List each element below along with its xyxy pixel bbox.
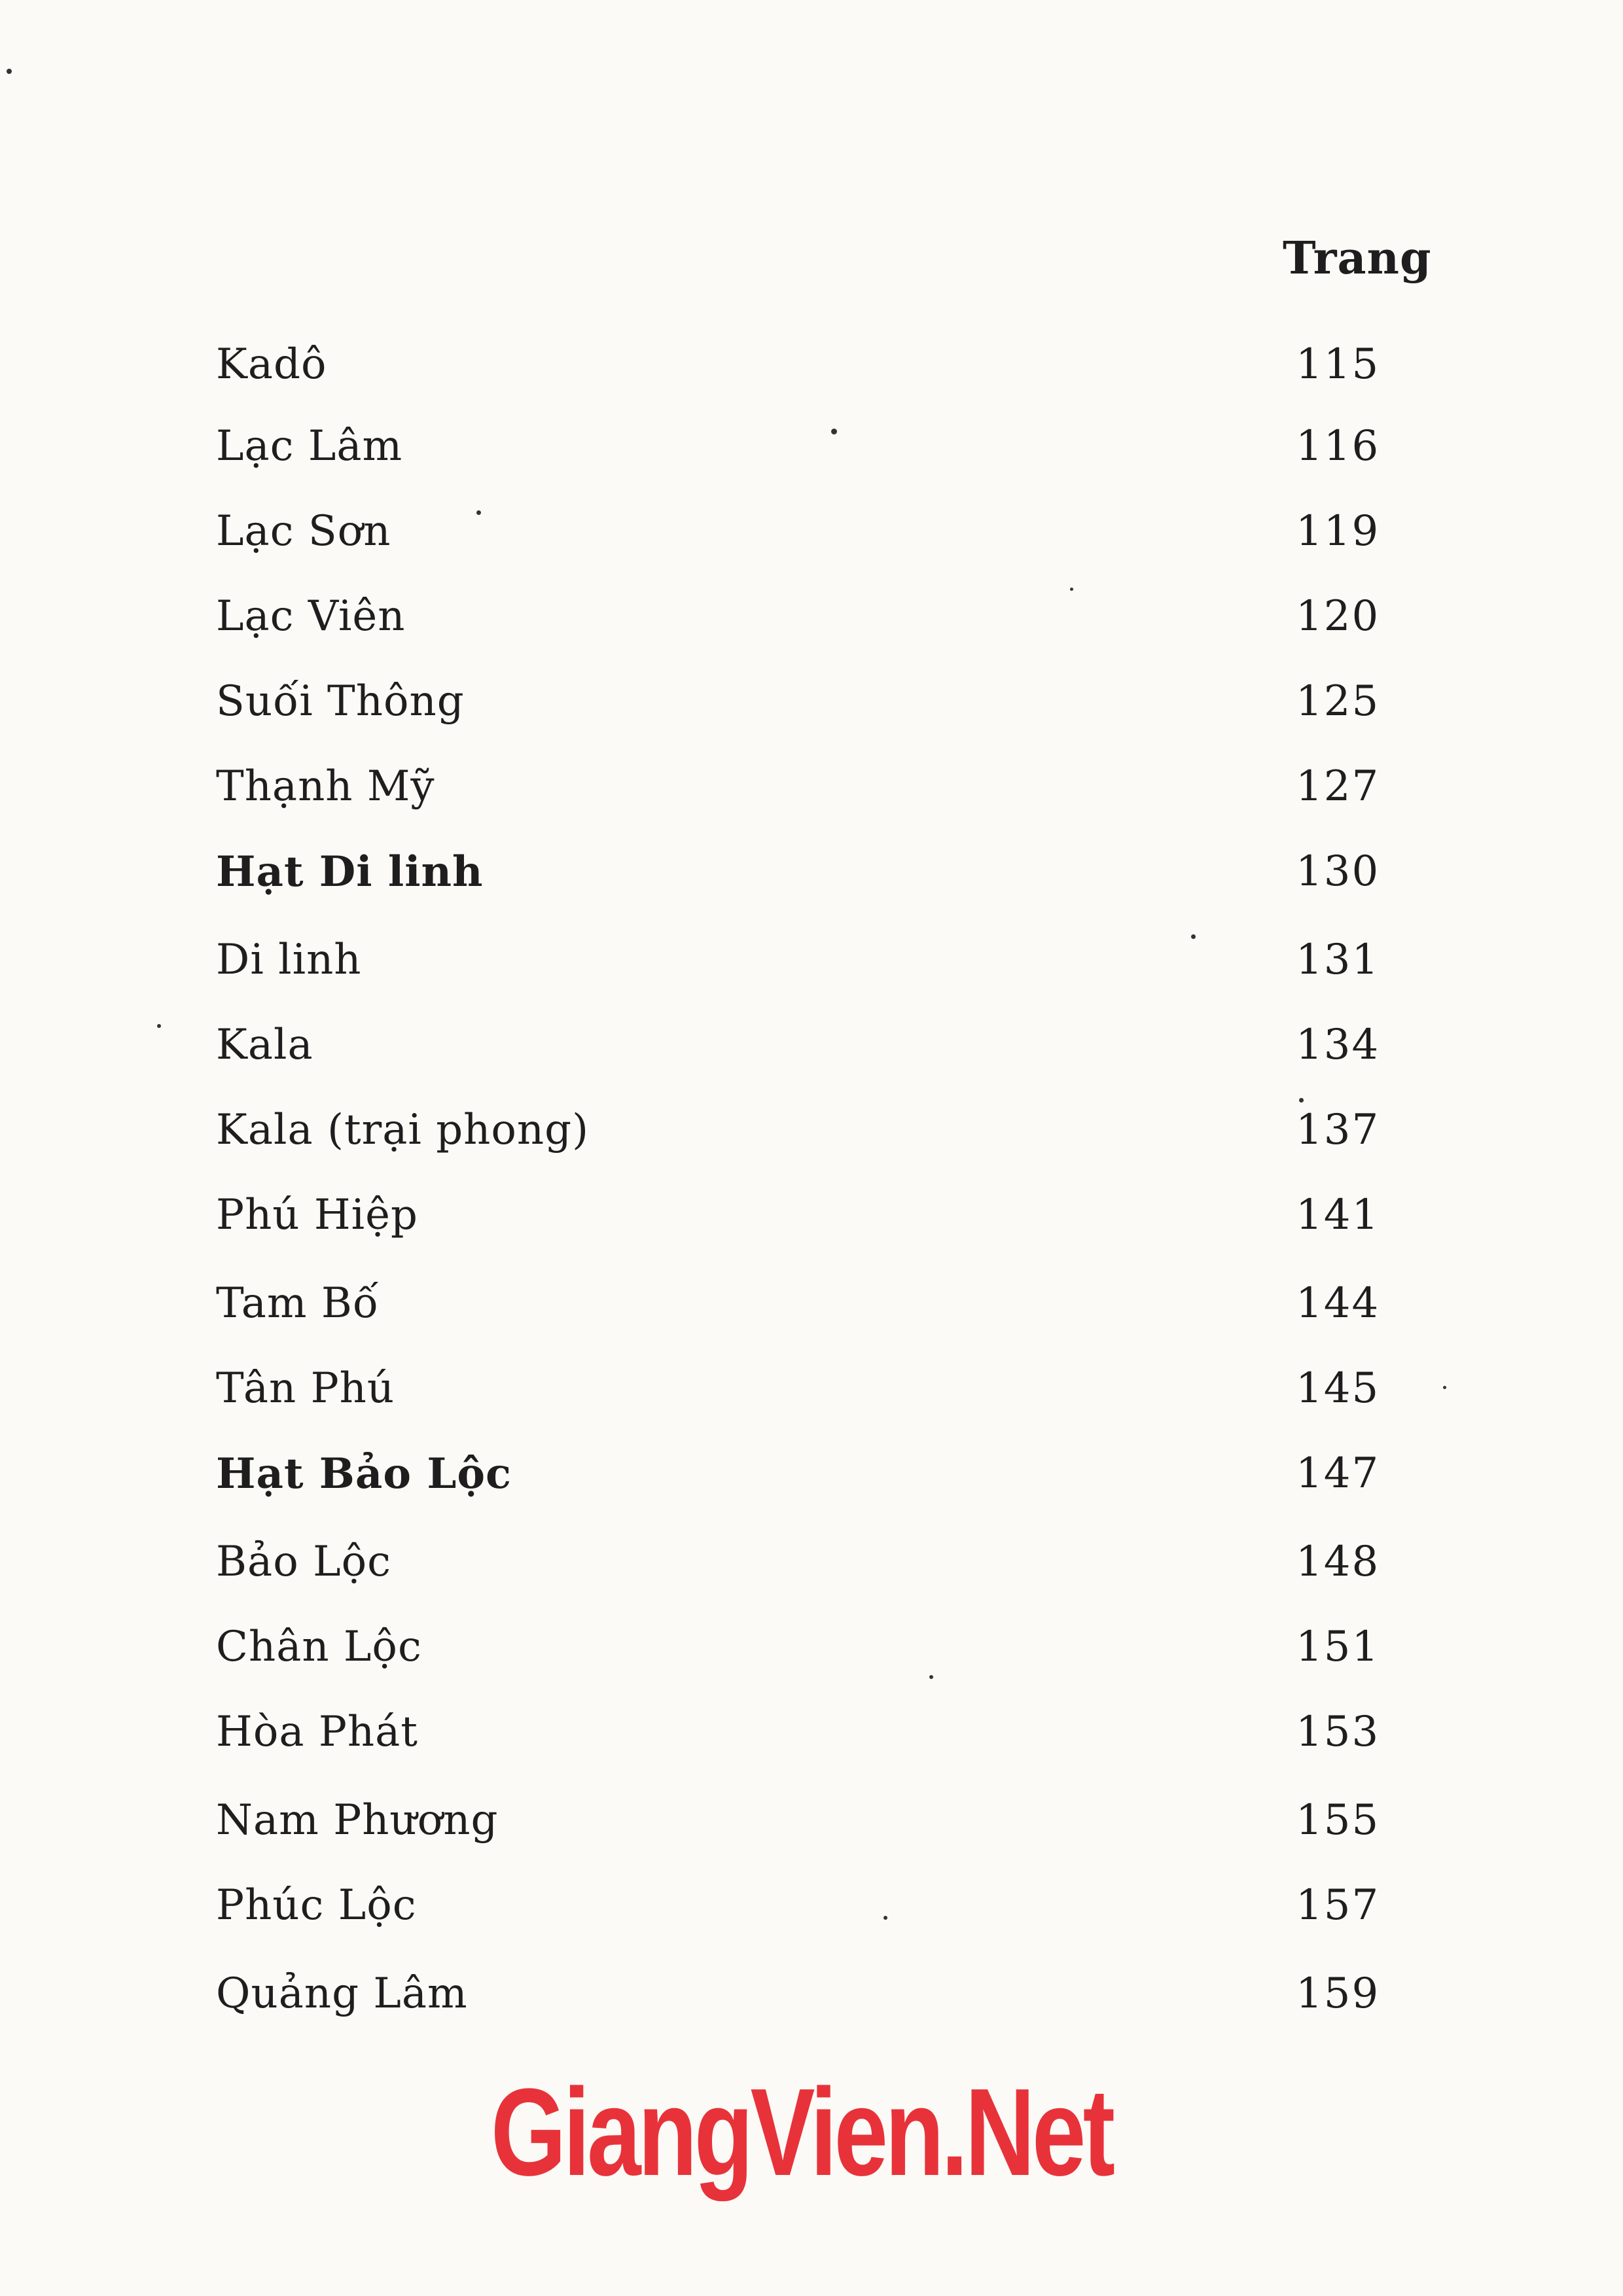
toc-entry bbox=[216, 1881, 1394, 1940]
toc-entry bbox=[216, 592, 1394, 651]
toc-entry-title: Suối Thông bbox=[216, 677, 465, 726]
toc-entry-title: Kala (trại phong) bbox=[216, 1106, 590, 1154]
toc-entry bbox=[216, 422, 1394, 481]
toc-entry bbox=[216, 677, 1394, 736]
scan-speck bbox=[476, 510, 481, 515]
toc-entry bbox=[216, 1021, 1394, 1080]
scan-speck bbox=[7, 69, 12, 74]
scan-speck bbox=[831, 429, 837, 434]
toc-entry-page: 134 bbox=[1296, 1021, 1380, 1069]
toc-entry-page: 144 bbox=[1296, 1279, 1380, 1328]
page-column-header: Trang bbox=[1283, 232, 1432, 285]
toc-entry bbox=[216, 1191, 1394, 1250]
toc-entry bbox=[216, 1364, 1394, 1423]
toc-entry-title: Quảng Lâm bbox=[216, 1969, 468, 2018]
toc-entry bbox=[216, 1796, 1394, 1855]
toc-entry-title: Kala bbox=[216, 1021, 313, 1069]
toc-entry-title: Phúc Lộc bbox=[216, 1881, 417, 1930]
toc-entry bbox=[216, 507, 1394, 566]
watermark-logo: GiangVien.Net bbox=[491, 2063, 1113, 2202]
toc-entry-page: 137 bbox=[1296, 1106, 1380, 1154]
toc-entry-page: 125 bbox=[1296, 677, 1380, 726]
toc-entry bbox=[216, 1538, 1394, 1597]
toc-entry-title: Lạc Viên bbox=[216, 592, 406, 641]
toc-entry-page: 159 bbox=[1296, 1969, 1380, 2018]
toc-entry bbox=[216, 936, 1394, 995]
toc-entry-title: Tam Bố bbox=[216, 1279, 380, 1328]
toc-entry-page: 151 bbox=[1296, 1623, 1380, 1671]
toc-section-entry bbox=[216, 1449, 1394, 1508]
toc-entry-page: 147 bbox=[1296, 1449, 1380, 1498]
toc-entry-page: 115 bbox=[1296, 340, 1380, 389]
toc-entry-page: 116 bbox=[1296, 422, 1380, 470]
toc-entry-title: Chân Lộc bbox=[216, 1623, 422, 1671]
toc-entry-title: Kadô bbox=[216, 340, 327, 389]
toc-entry bbox=[216, 762, 1394, 821]
toc-entry-page: 157 bbox=[1296, 1881, 1380, 1930]
scan-speck bbox=[157, 1024, 161, 1028]
toc-entry-title: Phú Hiệp bbox=[216, 1191, 418, 1239]
toc-entry bbox=[216, 340, 1394, 399]
scan-speck bbox=[1299, 1098, 1304, 1103]
toc-entry-title: Nam Phương bbox=[216, 1796, 499, 1845]
toc-entry-page: 153 bbox=[1296, 1708, 1380, 1756]
toc-entry-page: 120 bbox=[1296, 592, 1380, 641]
toc-entry bbox=[216, 1623, 1394, 1682]
scan-speck bbox=[1191, 934, 1196, 939]
toc-entry-title: Di linh bbox=[216, 936, 362, 984]
toc-entry bbox=[216, 1969, 1394, 2028]
scan-speck bbox=[883, 1916, 887, 1920]
toc-entry bbox=[216, 1708, 1394, 1767]
toc-entry-page: 155 bbox=[1296, 1796, 1380, 1845]
scan-speck bbox=[1070, 588, 1073, 591]
toc-section-title: Hạt Di linh bbox=[216, 847, 484, 896]
toc-entry bbox=[216, 1279, 1394, 1338]
toc-entry-page: 127 bbox=[1296, 762, 1380, 811]
scan-speck bbox=[1443, 1386, 1446, 1389]
toc-section-entry bbox=[216, 847, 1394, 906]
toc-entry-title: Hòa Phát bbox=[216, 1708, 418, 1756]
scan-speck bbox=[929, 1675, 933, 1679]
toc-entry bbox=[216, 1106, 1394, 1165]
toc-entry-page: 148 bbox=[1296, 1538, 1380, 1586]
toc-entry-page: 141 bbox=[1296, 1191, 1380, 1239]
toc-entry-page: 131 bbox=[1296, 936, 1380, 984]
toc-entry-page: 130 bbox=[1296, 847, 1380, 896]
toc-section-title: Hạt Bảo Lộc bbox=[216, 1449, 512, 1498]
toc-entry-title: Bảo Lộc bbox=[216, 1538, 391, 1586]
toc-entry-title: Tân Phú bbox=[216, 1364, 395, 1413]
toc-entry-title: Lạc Lâm bbox=[216, 422, 403, 470]
toc-entry-page: 145 bbox=[1296, 1364, 1380, 1413]
toc-entry-page: 119 bbox=[1296, 507, 1380, 556]
toc-entry-title: Lạc Sơn bbox=[216, 507, 391, 556]
toc-entry-title: Thạnh Mỹ bbox=[216, 762, 435, 811]
